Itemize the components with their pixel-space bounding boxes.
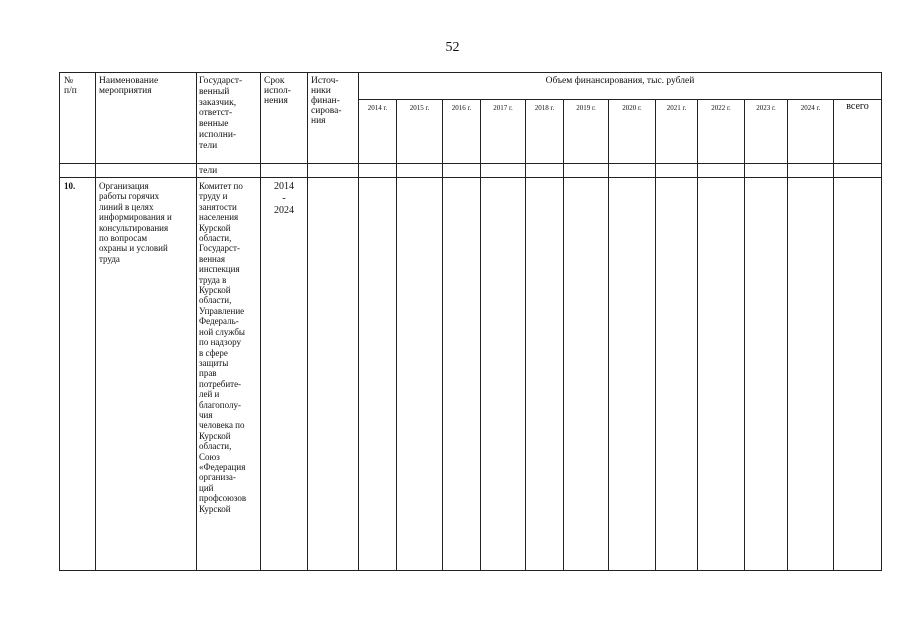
header-funding-title: Объем финансирования, тыс. рублей (545, 76, 695, 86)
header-divider-line (60, 163, 881, 164)
col-divider-2014 (396, 99, 397, 570)
row-name: Организация работы горячих линий в целях информирования и консультирования по вопросам охраны и условий труда (99, 181, 172, 264)
header-total: всего (846, 101, 869, 112)
col-divider-customer (260, 73, 261, 570)
row-period: 2014 - 2024 (274, 181, 294, 216)
row-num: 10. (64, 181, 76, 191)
col-divider-period (307, 73, 308, 570)
col-divider-num (95, 73, 96, 570)
col-divider-2021 (697, 99, 698, 570)
header-num: № п/п (64, 76, 77, 96)
header-year-2017: 2017 г. (493, 104, 513, 112)
col-divider-2020 (655, 99, 656, 570)
funding-table (59, 72, 882, 571)
header-name: Наименование мероприятия (99, 76, 159, 96)
header-year-2015: 2015 г. (409, 104, 430, 112)
col-divider-name (196, 73, 197, 570)
header-year-2023: 2023 г. (756, 104, 776, 112)
col-divider-sources (358, 73, 359, 570)
row-customer: Комитет по труду и занятости населения Курской области, Государст- венная инспекция труда в Курской области, Управление Федераль- ной службы по надзору в сфере защиты прав потребите- лей и благополу- чия человека по Курской области, Союз «Федерация организа- ций профсоюзов Курской (199, 181, 247, 514)
col-divider-2024 (833, 99, 834, 570)
page-number: 52 (445, 40, 460, 55)
col-divider-2016 (480, 99, 481, 570)
col-divider-2017 (525, 99, 526, 570)
header-year-2021: 2021 г. (666, 104, 687, 112)
header-year-2020: 2020 г. (622, 104, 642, 112)
header-customer: Государст- венный заказчик, ответст- венные исполни- тели (199, 76, 243, 151)
funding-subheader-line (358, 99, 881, 100)
col-divider-2018 (563, 99, 564, 570)
header-year-2024: 2024 г. (800, 104, 821, 112)
header-sources: Источ- ники финан- сирова- ния (311, 76, 342, 126)
header-year-2022: 2022 г. (711, 104, 731, 112)
col-divider-2023 (787, 99, 788, 570)
col-divider-2015 (442, 99, 443, 570)
header-year-2019: 2019 г. (576, 104, 596, 112)
col-divider-2022 (744, 99, 745, 570)
header-bottom-line (60, 177, 881, 178)
header-period: Срок испол- нения (264, 76, 291, 106)
header-year-2014: 2014 г. (367, 104, 388, 112)
col-divider-2019 (608, 99, 609, 570)
header-customer-overflow: тели (199, 166, 218, 176)
header-year-2016: 2016 г. (451, 104, 472, 112)
header-year-2018: 2018 г. (534, 104, 555, 112)
